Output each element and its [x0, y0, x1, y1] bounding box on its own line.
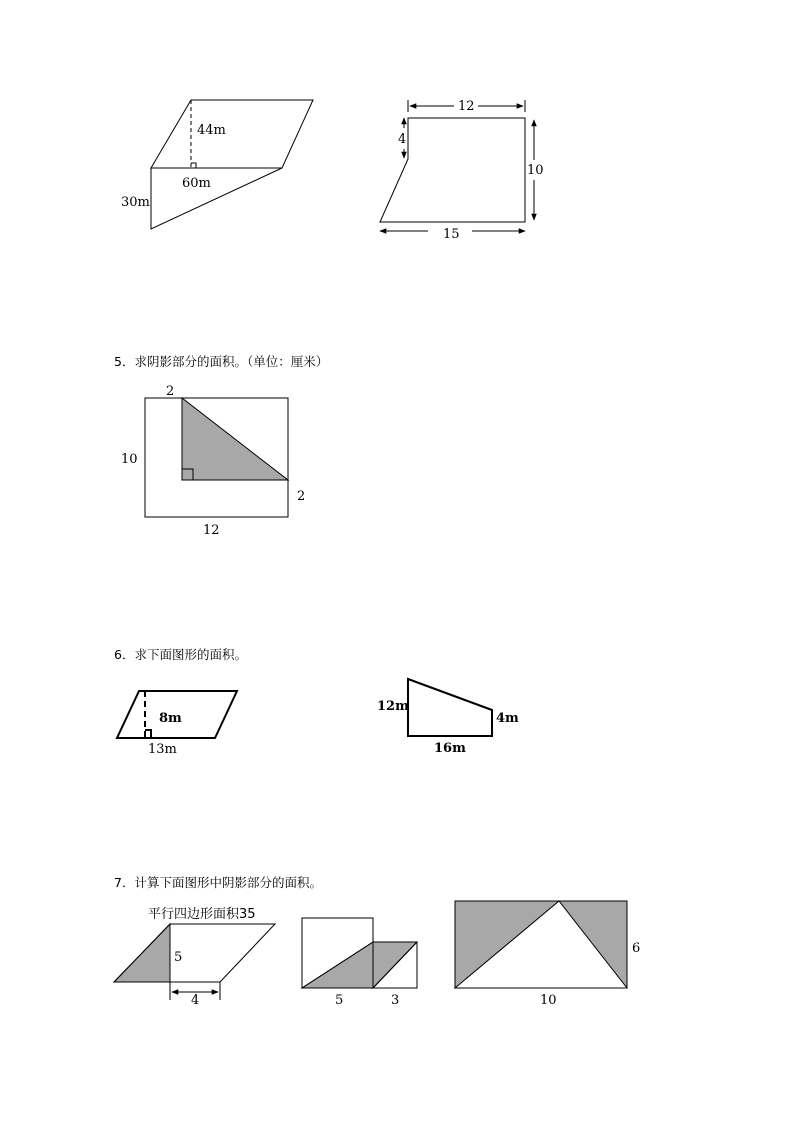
q6-trapezoid-bottom-label: 16m: [434, 741, 466, 756]
q7-figB-label-b: 3: [391, 993, 400, 1008]
q6-trapezoid-left-label: 12m: [377, 699, 409, 714]
figure-2-top-label: 12: [458, 99, 475, 114]
q5-figure: [145, 398, 288, 517]
q5-right-label: 2: [297, 489, 306, 504]
q6-trapezoid-right-label: 4m: [496, 711, 519, 726]
q7-figC: [455, 901, 627, 988]
q7-figA-caption: 平行四边形面积35: [148, 907, 256, 922]
q7-figA: [114, 924, 275, 1000]
question-6-text: 6．求下面图形的面积。: [114, 647, 247, 662]
question-7-text: 7．计算下面图形中阴影部分的面积。: [114, 875, 322, 890]
q6-trapezoid: [408, 679, 492, 736]
q7-figB-label-a: 5: [335, 993, 344, 1008]
figure-1-triangle: [151, 168, 282, 229]
figure-2-dimension-lines: [380, 100, 534, 231]
figure-1-side-label: 30m: [121, 195, 150, 210]
figure-1-height-label: 44m: [197, 123, 226, 138]
q5-top-label: 2: [166, 384, 175, 399]
figure-1-right-angle: [191, 163, 196, 168]
q7-figA-base-label: 4: [191, 993, 200, 1008]
figure-2-right-label: 10: [527, 163, 544, 178]
q7-figB: [302, 918, 417, 988]
q7-figA-height-label: 5: [174, 950, 183, 965]
q6-parallelogram-base-label: 13m: [148, 742, 177, 757]
q5-bottom-label: 12: [203, 523, 220, 538]
figure-2-small-label: 4: [398, 132, 407, 147]
q5-left-label: 10: [121, 452, 138, 467]
figure-1-parallelogram: [151, 100, 313, 168]
question-5-text: 5．求阴影部分的面积。（单位：厘米）: [114, 354, 329, 369]
figure-1-composite: [151, 100, 313, 229]
q7-figC-height-label: 6: [632, 941, 641, 956]
figure-1-base-label: 60m: [182, 176, 211, 191]
q7-figC-base-label: 10: [540, 993, 557, 1008]
q5-shaded-triangle: [182, 398, 288, 480]
figure-2-bottom-label: 15: [443, 227, 460, 242]
q6-parallelogram-height-label: 8m: [159, 711, 182, 726]
